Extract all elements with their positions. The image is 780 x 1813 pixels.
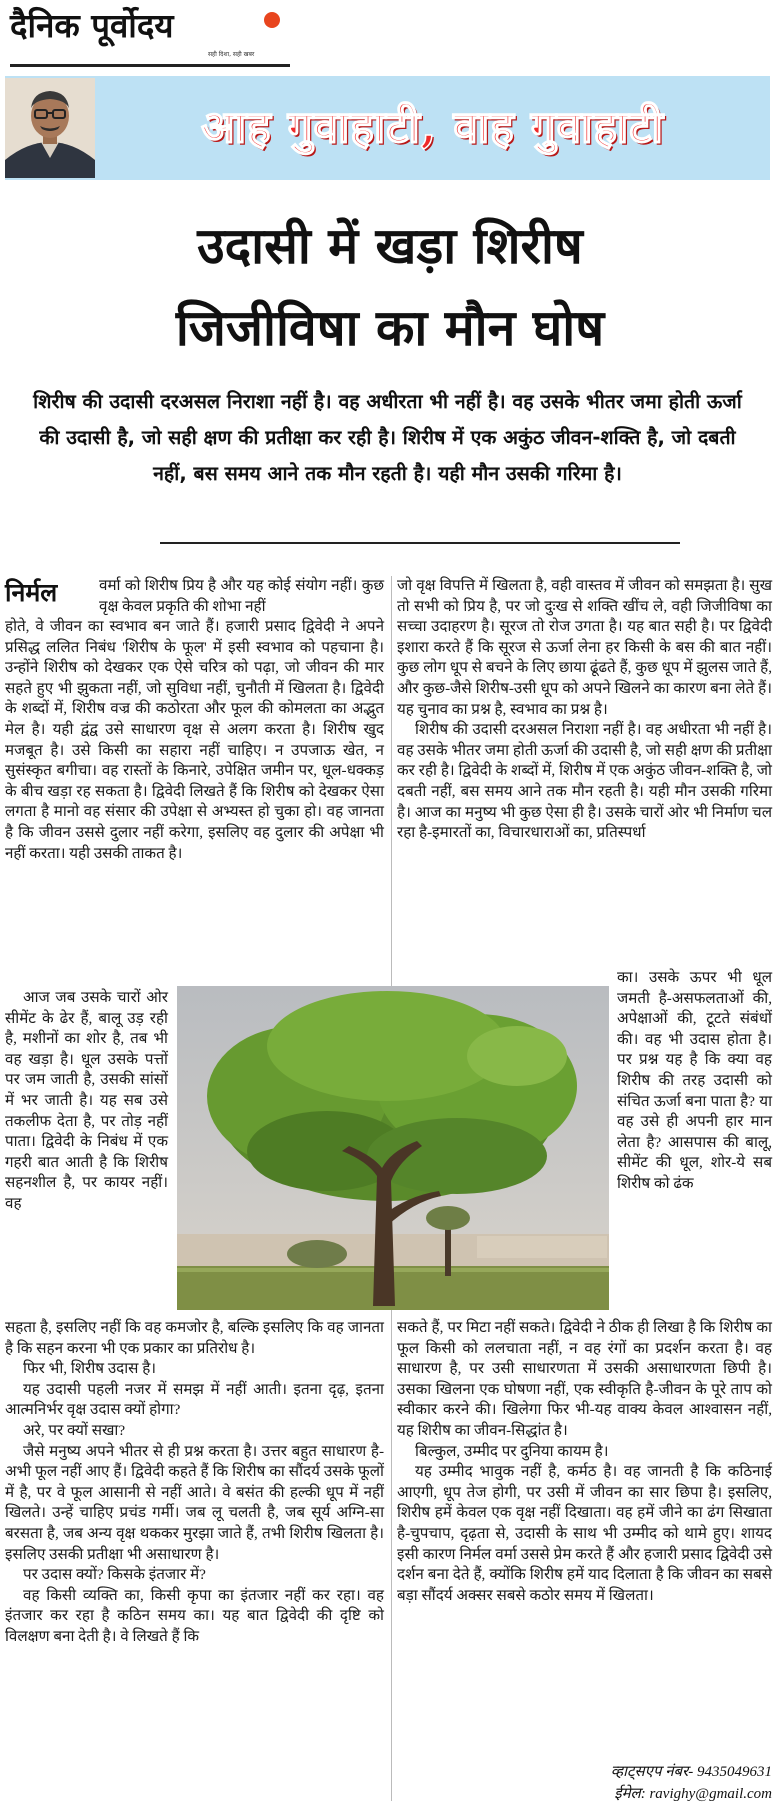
headline-line-2: जिजीविषा का मौन घोष	[175, 298, 605, 357]
lead-divider	[160, 542, 680, 544]
right-paragraph-2-rest: सकते हैं, पर मिटा नहीं सकते। द्विवेदी ने ठीक ही लिखा है कि शिरीष का फूल किसी को ललचाता नहीं, न वह रंगों का प्रदर्शन करता है। वह साधारण है, पर उसी साधारणता में उसकी असाधारणता छिपी है। उसका खिलना एक घोषणा नहीं, एक स्वीकृति है-जीवन के पूरे ताप को स्वीकार करने की। खिलेगा फिर भी-यह वाक्य केवल आश्वासन नहीं, यह शिरीष का जीवन-सिद्धांत है।	[397, 1319, 772, 1439]
left-paragraph-6: जैसे मनुष्य अपने भीतर से ही प्रश्न करता है। उत्तर बहुत साधारण है-अभी फूल नहीं आए हैं। द्विवेदी कहते हैं कि शिरीष का सौंदर्य उसके फूलों में है, पर वे फूल आसानी से नहीं आते। वे बसंत की हल्की धूप में नहीं खिलते। उन्हें चाहिए प्रचंड गर्मी। जब लू चलती है, जब सूर्य अग्नि-सा बरसता है, जब अन्य वृक्ष थककर मुरझा जाते हैं, तभी शिरीष खिलता है। इसलिए उसकी प्रतीक्षा भी असाधारण है।	[5, 1442, 384, 1563]
left-paragraph-8: वह किसी व्यक्ति का, किसी कृपा का इंतजार नहीं कर रहा। वह इंतजार कर रहा है कठिन समय का। यह बात द्विवेदी की दृष्टि को विलक्षण बना देती है। वे लिखते हैं कि	[5, 1586, 385, 1645]
right-col-lower	[397, 1318, 772, 1606]
contact-email[interactable]: ईमेल: ravighy@gmail.com	[614, 1786, 772, 1802]
left-paragraph-4: यह उदासी पहली नजर में समझ में नहीं आती। इतना दृढ़, इतना आत्मनिर्भर वृक्ष उदास क्यों होगा?	[5, 1380, 384, 1419]
left-paragraph-5: अरे, पर क्यों सखा?	[23, 1421, 126, 1439]
column-banner	[5, 76, 770, 180]
left-col-intro	[99, 576, 384, 617]
masthead-logo-dot	[264, 12, 280, 28]
masthead-name: दैनिक पूर्वोदय	[10, 6, 174, 45]
right-paragraph-2: शिरीष की उदासी दरअसल निराशा नहीं है। वह अधीरता भी नहीं है। वह उसके भीतर जमा होती ऊर्जा की उदासी है, जो सही क्षण की प्रतीक्षा कर रही है। द्विवेदी के शब्दों में, शिरीष में एक अकुंठ जीवन-शक्ति है, जो दबती नहीं, बस समय आने तक मौन रहती है। यही मौन उसकी गरिमा है। आज का मनुष्य भी कुछ ऐसा ही है। उसके चारों ओर भी निर्माण चल रहा है-इमारतों का, विचारधाराओं का, प्रतिस्पर्धा	[397, 721, 772, 842]
left-paragraph-1-start: वर्मा को शिरीष प्रिय है और यह कोई संयोग नहीं। कुछ वृक्ष केवल प्रकृति की शोभा नहीं	[99, 577, 384, 615]
author-photo	[5, 78, 95, 178]
left-paragraph-7: पर उदास क्यों? किसके इंतजार में?	[23, 1566, 206, 1584]
masthead	[10, 6, 290, 68]
shirish-tree-photo	[177, 986, 609, 1310]
right-col-narrow	[617, 968, 772, 1195]
author-byline: निर्मल	[5, 578, 58, 607]
right-col-upper	[397, 576, 772, 844]
left-paragraph-2-narrow: आज जब उसके चारों ओर सीमेंट के ढेर हैं, बालू उड़ रही है, मशीनों का शोर है, तब भी वह खड़ा है। धूल उसके पत्तों पर जम जाती है, उसकी सांसों में भर जाती है। यह सब उसे तकलीफ देता है, पर तोड़ नहीं पाता। द्विवेदी के निबंध में एक गहरी बात आती है कि शिरीष सहनशील है, पर कायर नहीं। वह	[5, 989, 168, 1212]
contact-whatsapp: व्हाट्सएप नंबर- 9435049631	[610, 1764, 772, 1780]
left-paragraph-3: फिर भी, शिरीष उदास है।	[23, 1360, 157, 1378]
right-paragraph-2-narrow: का। उसके ऊपर भी धूल जमती है-असफलताओं की, अपेक्षाओं की, टूटते संबंधों की। वह भी उदास होता है। पर प्रश्न यह है कि क्या वह शिरीष की तरह उदासी को संचित ऊर्जा बना पाता है? या वह उसे ही अपनी हार मान लेता है? आसपास की बालू, सीमेंट की धूल, शोर-ये सब शिरीष को ढंक	[617, 969, 772, 1192]
masthead-tagline: सही दिशा, सही खबर	[208, 51, 255, 58]
right-paragraph-3: बिल्कुल, उम्मीद पर दुनिया कायम है।	[415, 1442, 609, 1460]
left-col-upper	[5, 617, 384, 864]
left-col-narrow	[5, 988, 168, 1215]
right-paragraph-1: जो वृक्ष विपत्ति में खिलता है, वही वास्तव में जीवन को समझता है। सुख तो सभी को प्रिय है, पर जो दुःख से शक्ति खींच ले, वही जिजीविषा का सच्चा उदाहरण है। सूरज तो रोज उगता है। यह बात सही है। पर द्विवेदी इशारा करते हैं कि सूरज से ऊर्जा लेना हर किसी के बस की बात नहीं। कुछ लोग धूप से बचने के लिए छाया ढूंढते हैं, कुछ धूप में झुलस जाते हैं, और कुछ-जैसे शिरीष-उसी धूप को अपने खिलने का कारण बना लेते हैं। यह चुनाव का प्रश्न है, स्वभाव का प्रश्न है।	[397, 577, 772, 718]
left-paragraph-2-rest: सहता है, इसलिए नहीं कि वह कमजोर है, बल्कि इसलिए कि वह जानता है कि सहन करना भी एक प्रकार का प्रतिरोध है।	[5, 1319, 384, 1357]
masthead-rule	[10, 64, 290, 67]
headline	[80, 205, 700, 369]
left-paragraph-1-rest: होते, वे जीवन का स्वभाव बन जाते हैं। हजारी प्रसाद द्विवेदी ने अपने प्रसिद्ध ललित निबंध 'शिरीष के फूल' में इसी स्वभाव को पहचाना है। उन्होंने शिरीष को देखकर एक ऐसे चरित्र को पढ़ा, जो जीवन की मार सहते हुए भी झुकता नहीं, जो सुविधा नहीं, चुनौती में खिलता है। द्विवेदी के शब्दों में, शिरीष वज्र की कठोरता और फूल की कोमलता का अद्भुत मेल है। यही द्वंद्व उसे साधारण वृक्ष से अलग करता है। शिरीष खुद मजबूत है। उसे किसी का सहारा नहीं चाहिए। न उपजाऊ खेत, न सुसंस्कृत बगीचा। वह रास्तों के किनारे, उपेक्षित जमीन पर, धूल-धक्कड़ के बीच खड़ा रह सकता है। द्विवेदी लिखते हैं कि शिरीष को देखकर ऐसा लगता है मानो वह संसार की उपेक्षा से अभ्यस्त हो चुका हो। वह जानता है कि जीवन उससे दुलार नहीं करेगा, इसलिए वह दुलार की अपेक्षा भी नहीं करता। यही उसकी ताकत है।	[5, 618, 384, 862]
left-col-lower	[5, 1318, 384, 1648]
headline-line-1: उदासी में खड़ा शिरीष	[197, 216, 583, 275]
right-paragraph-4: यह उम्मीद भावुक नहीं है, कर्मठ है। वह जानती है कि कठिनाई आएगी, धूप तेज होगी, पर उसी में जीवन का सार छिपा है। इसलिए, शिरीष हमें केवल एक वृक्ष नहीं दिखाता। वह हमें जीने का ढंग सिखाता है-चुपचाप, दृढ़ता से, उदासी के साथ भी उम्मीद को थामे हुए। शायद इसी कारण निर्मल वर्मा उससे प्रेम करते हैं और हजारी प्रसाद द्विवेदी उसे दर्शन बना देते हैं, क्योंकि शिरीष हमें याद दिलाता है कि जीवन का सबसे बड़ा सौंदर्य अक्सर सबसे कठोर समय में खिलता।	[397, 1463, 772, 1604]
lead-paragraph: शिरीष की उदासी दरअसल निराशा नहीं है। वह अधीरता भी नहीं है। वह उसके भीतर जमा होती ऊर्जा की उदासी है, जो सही क्षण की प्रतीक्षा कर रही है। शिरीष में एक अकुंठ जीवन-शक्ति है, जो दबती नहीं, बस समय आने तक मौन रहती है। यही मौन उसकी गरिमा है।	[33, 390, 742, 485]
column-title: आह गुवाहाटी, वाह गुवाहाटी	[201, 102, 664, 153]
